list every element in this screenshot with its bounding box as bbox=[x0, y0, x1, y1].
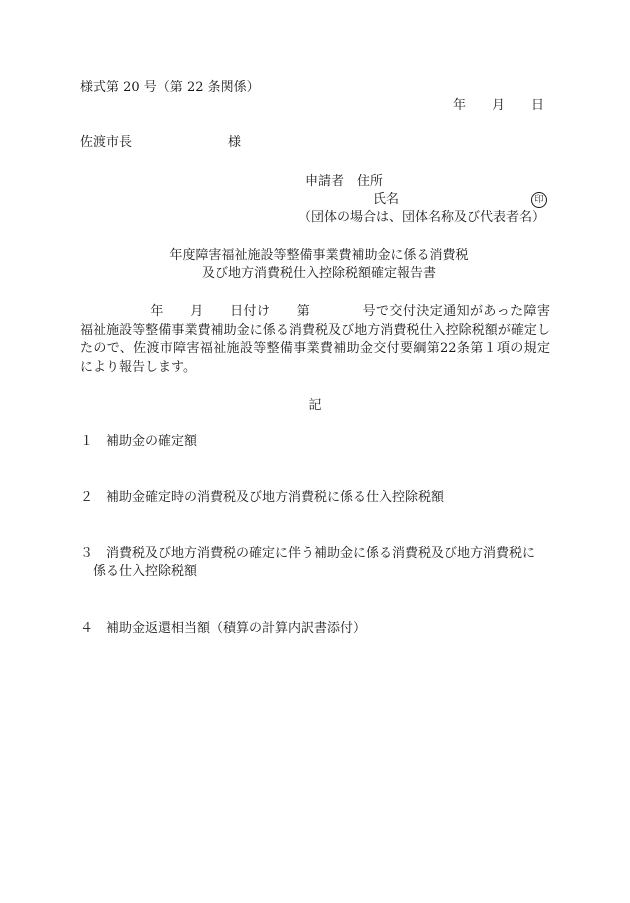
name-label: 氏名 bbox=[373, 192, 400, 207]
applicant-label: 申請者 bbox=[305, 174, 345, 189]
document-title-line1: 年度障害福祉施設等整備事業費補助金に係る消費税 bbox=[169, 248, 469, 263]
date-line bbox=[453, 98, 544, 114]
addressee-name: 佐渡市長 bbox=[80, 135, 133, 150]
item-text: 補助金返還相当額（積算の計算内訳書添付） bbox=[106, 621, 367, 636]
body-text: 号で交付決定通知があった障害福祉施設等整備事業費補助金に係る消費税及び地方消費税仕入控除税額が確定したので、佐渡市障害福祉施設等整備事業費補助金交付要綱第22条第１項の規定により報告します。 bbox=[80, 304, 550, 375]
date-year: 年 bbox=[452, 98, 466, 113]
item-text: 消費税及び地方消費税の確定に伴う補助金に係る消費税及び地方消費税に bbox=[106, 546, 536, 561]
date-day: 日 bbox=[530, 98, 544, 113]
org-note: （団体の場合は、団体名称及び代表者名） bbox=[298, 210, 546, 225]
date-month: 月 bbox=[491, 98, 505, 113]
address-label: 住所 bbox=[357, 174, 384, 189]
item-number: ４ bbox=[80, 621, 94, 636]
addressee bbox=[80, 135, 241, 151]
list-item bbox=[80, 545, 555, 581]
body-paragraph bbox=[80, 303, 550, 377]
form-number: 様式第 20 号（第 22 条関係） bbox=[80, 80, 260, 95]
seal-mark-icon: 印 bbox=[531, 192, 547, 208]
addressee-honorific: 様 bbox=[228, 135, 242, 150]
applicant-address-row bbox=[305, 174, 383, 190]
body-year: 年 bbox=[150, 304, 164, 319]
item-number: １ bbox=[80, 434, 94, 449]
body-month: 月 bbox=[189, 304, 204, 319]
list-item bbox=[80, 490, 444, 506]
body-dai: 第 bbox=[296, 304, 311, 319]
list-item bbox=[80, 621, 366, 637]
document-title-line2: 及び地方消費税仕入控除税額確定報告書 bbox=[201, 266, 436, 281]
item-text: 補助金の確定額 bbox=[106, 434, 198, 449]
ki-heading: 記 bbox=[308, 398, 322, 413]
list-item bbox=[80, 434, 197, 450]
item-text-continued: 係る仕入控除税額 bbox=[93, 564, 198, 579]
item-number: ３ bbox=[80, 546, 94, 561]
body-day-dated: 日付け bbox=[229, 304, 271, 319]
item-number: ２ bbox=[80, 490, 94, 505]
applicant-name-row bbox=[373, 192, 399, 208]
item-text: 補助金確定時の消費税及び地方消費税に係る仕入控除税額 bbox=[106, 490, 445, 505]
